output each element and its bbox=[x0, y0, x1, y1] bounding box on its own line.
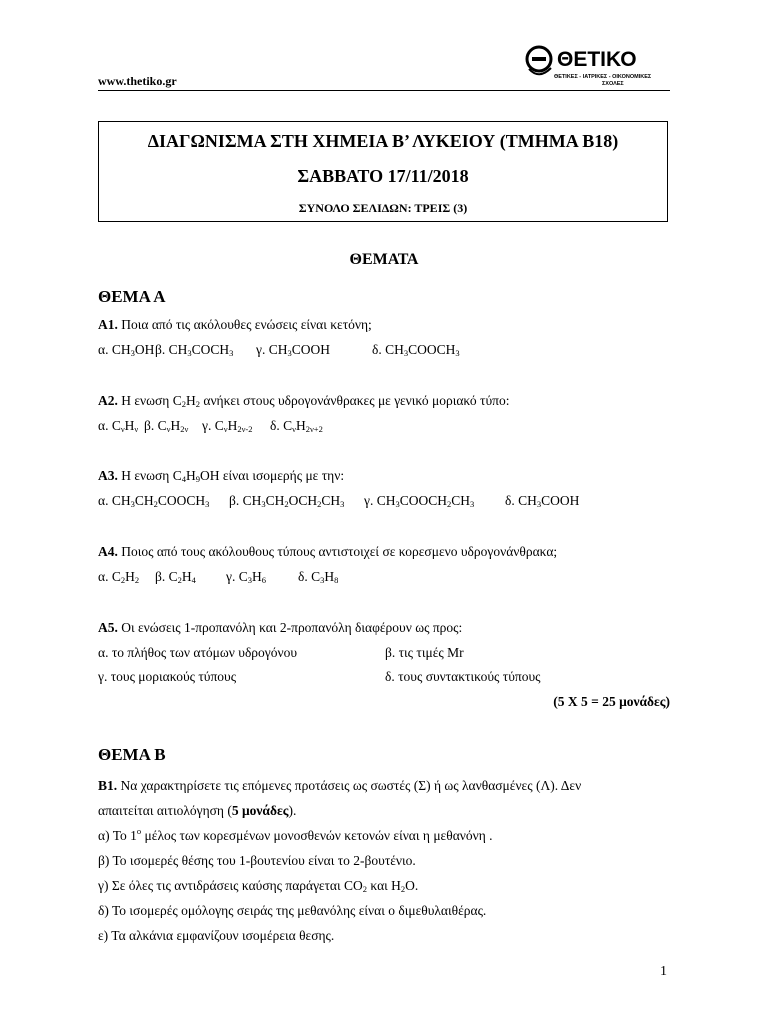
option: δ. $C_3H_8$ bbox=[298, 569, 339, 585]
ordinal-sup: ο bbox=[136, 826, 142, 836]
option: β. $C_2H_4$ bbox=[155, 569, 196, 585]
option: γ. $CH_3COOH$ bbox=[256, 342, 330, 358]
options-a5-row1 bbox=[98, 645, 670, 661]
options-a2 bbox=[98, 418, 323, 434]
statement-text-mid: και H bbox=[367, 878, 401, 893]
site-url: www.thetiko.gr bbox=[98, 74, 177, 88]
thema-b-heading: ΘΕΜΑ Β bbox=[98, 745, 166, 764]
option: α. $C_\nu H_\nu$ bbox=[98, 418, 139, 434]
statement-c: γ) Σε όλες τις αντιδράσεις καύσης παράγεται $CO_2$ και $H_2O$. bbox=[98, 878, 419, 894]
option: γ. $CH_3COOCH_2CH_3$ bbox=[364, 493, 475, 509]
options-a5-row2 bbox=[98, 669, 670, 685]
question-text: Οι ενώσεις 1-προπανόλη και 2-προπανόλη διαφέρουν ως προς: bbox=[121, 620, 463, 635]
option: β. $CH_3CH_2OCH_2CH_3$ bbox=[229, 493, 345, 509]
question-text: Η ενωση C bbox=[121, 468, 182, 483]
question-text: Η ενωση C bbox=[121, 393, 182, 408]
option: γ. τους μοριακούς τύπους bbox=[98, 669, 237, 684]
marks-inline: 5 μονάδες bbox=[231, 803, 289, 818]
exam-title: ΔΙΑΓΩΝΙΣΜΑ ΣΤΗ ΧΗΜΕΙΑ Β’ ΛΥΚΕΙΟΥ (ΤΜΗΜΑ Β18) bbox=[147, 131, 619, 151]
question-a1 bbox=[98, 317, 372, 333]
options-a4 bbox=[98, 569, 338, 585]
question-a5 bbox=[98, 620, 462, 636]
option: β. $CH_3COCH_3$ bbox=[155, 342, 234, 358]
exam-date: ΣΑΒΒΑΤΟ 17/11/2018 bbox=[297, 166, 469, 186]
option: δ. $CH_3COOH$ bbox=[505, 493, 580, 509]
option: α. το πλήθος των ατόμων υδρογόνου bbox=[98, 645, 298, 660]
question-number: Β1. bbox=[98, 778, 118, 793]
statement-text-end: μέλος των κορεσμένων μονοσθενών κετονών είναι η μεθανόνη . bbox=[141, 828, 493, 843]
logo-tagline: ΘΕΤΙΚΕΣ - ΙΑΤΡΙΚΕΣ - ΟΙΚΟΝΟΜΙΚΕΣ bbox=[554, 74, 652, 80]
page-number: 1 bbox=[660, 964, 667, 979]
question-b1 bbox=[98, 778, 581, 794]
option: γ. $C_\nu H_{2\nu-2}$ bbox=[202, 418, 253, 434]
statement-e: ε) Τα αλκάνια εμφανίζουν ισομέρεια θεσης. bbox=[98, 928, 335, 943]
option: γ. $C_3H_6$ bbox=[226, 569, 266, 585]
question-text-end: ). bbox=[288, 803, 297, 818]
option: β. τις τιμές Mr bbox=[385, 645, 464, 660]
statement-text-end: O. bbox=[405, 878, 419, 893]
option: δ. τους συντακτικούς τύπους bbox=[385, 669, 541, 684]
statement-text: γ) Σε όλες τις αντιδράσεις καύσης παράγεται CO bbox=[98, 878, 363, 893]
question-text: Ποιος από τους ακόλουθους τύπους αντιστοιχεί σε κορεσμενο υδρογονάνθρακα; bbox=[121, 544, 558, 559]
statement-a bbox=[98, 828, 493, 844]
question-b1-cont bbox=[98, 803, 296, 819]
exam-title-box bbox=[98, 121, 668, 222]
header-rule bbox=[98, 90, 670, 91]
question-number: Α2. bbox=[98, 393, 118, 408]
option: δ. $CH_3COOCH_3$ bbox=[372, 342, 460, 358]
question-number: Α1. bbox=[98, 317, 118, 332]
question-a3: Α3. Η ενωση $C_4H_9OH$ είναι ισομερής με την: bbox=[98, 468, 345, 484]
option: δ. $C_\nu H_{2\nu+2}$ bbox=[270, 418, 323, 434]
thema-a-heading: ΘΕΜΑ Α bbox=[98, 287, 166, 306]
page-count: ΣΥΝΟΛΟ ΣΕΛΙΔΩΝ: ΤΡΕΙΣ (3) bbox=[298, 201, 468, 215]
option: β. $C_\nu H_{2\nu}$ bbox=[144, 418, 189, 434]
question-a2: Α2. Η ενωση $C_2H_2$ ανήκει στους υδρογονάνθρακες με γενικό μοριακό τύπο: bbox=[98, 393, 510, 409]
logo-tagline-2: ΣΧΟΛΕΣ bbox=[602, 81, 624, 87]
question-number: Α5. bbox=[98, 620, 118, 635]
question-number: Α3. bbox=[98, 468, 118, 483]
page-header bbox=[98, 44, 670, 92]
question-text-end: OH είναι ισομερής με την: bbox=[200, 468, 345, 483]
options-a3 bbox=[98, 493, 579, 509]
marks-a: (5 Χ 5 = 25 μονάδες) bbox=[553, 694, 670, 709]
question-text: απαιτείται αιτιολόγηση ( bbox=[98, 803, 232, 818]
statement-text: α) Το 1 bbox=[98, 828, 137, 843]
options-a1 bbox=[98, 342, 460, 358]
themata-heading: ΘΕΜΑΤΑ bbox=[349, 251, 419, 268]
thetiko-logo bbox=[524, 44, 670, 90]
option: α. $CH_3CH_2COOCH_3$ bbox=[98, 493, 210, 509]
question-text-end: ανήκει στους υδρογονάνθρακες με γενικό μοριακό τύπο: bbox=[200, 393, 510, 408]
question-text: Ποια από τις ακόλουθες ενώσεις είναι κετόνη; bbox=[121, 317, 372, 332]
statement-d: δ) Το ισομερές ομόλογης σειράς της μεθανόλης είναι ο διμεθυλαιθέρας. bbox=[98, 903, 487, 918]
option: α. $C_2H_2$ bbox=[98, 569, 140, 585]
statement-b: β) Το ισομερές θέσης του 1-βουτενίου είναι το 2-βουτένιο. bbox=[98, 853, 416, 868]
question-a4 bbox=[98, 544, 557, 560]
option: α. $CH_3OH$ bbox=[98, 342, 155, 358]
logo-wordmark: ΘΕΤΙΚΟ bbox=[557, 48, 637, 71]
question-number: Α4. bbox=[98, 544, 118, 559]
question-text: Να χαρακτηρίσετε τις επόμενες προτάσεις ως σωστές (Σ) ή ως λανθασμένες (Λ). Δεν bbox=[120, 778, 582, 793]
